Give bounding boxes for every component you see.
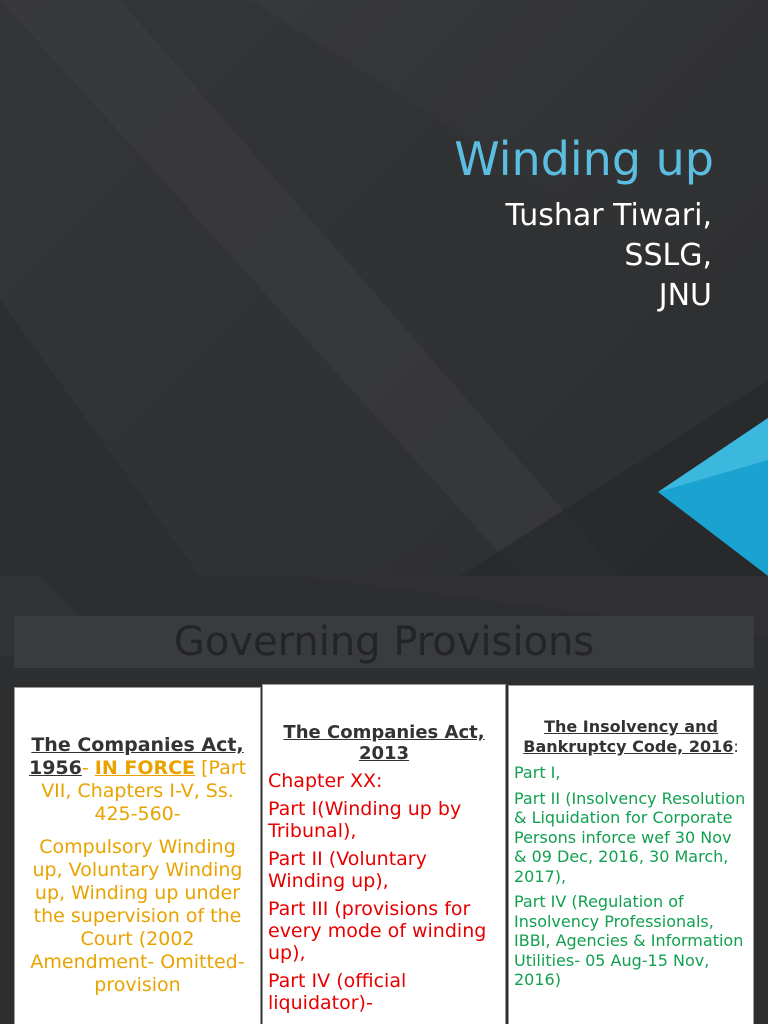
governing-provisions-slide bbox=[0, 576, 768, 1024]
list-item: Part II (Insolvency Resolution & Liquidation for Corporate Persons inforce wef 30 Nov & 09 Dec, 2016, 30 March, 2017), bbox=[514, 788, 746, 886]
companies-act-1956-column bbox=[14, 687, 261, 1024]
author-university: JNU bbox=[658, 278, 712, 313]
list-item: Part IV (official liquidator)- bbox=[268, 970, 407, 1014]
author-affiliation: SSLG, bbox=[624, 238, 712, 273]
slide-heading: Governing Provisions bbox=[173, 619, 595, 665]
slide-subtitle bbox=[505, 196, 712, 316]
slide-title: Winding up bbox=[454, 132, 714, 186]
ibc-2016-column bbox=[508, 685, 754, 1024]
list-item: Part III (provisions for every mode of winding up), bbox=[268, 898, 487, 964]
companies-act-2013-heading: The Companies Act, 2013 bbox=[283, 722, 485, 764]
ibc-2016-heading: The Insolvency and Bankruptcy Code, 2016: bbox=[523, 717, 739, 756]
companies-act-2013-column bbox=[262, 684, 506, 1024]
list-item: Part IV (Regulation of Insolvency Professionals, IBBI, Agencies & Information Utilities- 05 Aug-15 Nov, 2016) bbox=[514, 892, 744, 989]
act-details: [Part VII, Chapters I-V, Ss. 425-560- bbox=[41, 757, 247, 825]
list-item: Part II (Voluntary Winding up), bbox=[268, 848, 427, 892]
author-name: Tushar Tiwari, bbox=[505, 198, 712, 233]
companies-act-1956-heading: The Companies Act, 1956- IN FORCE [Part VII, Chapters I-V, Ss. 425-560- bbox=[28, 734, 247, 825]
list-item: Part I, bbox=[514, 763, 561, 782]
list-item: Chapter XX: bbox=[268, 770, 383, 792]
companies-act-1956-body: Compulsory Winding up, Voluntary Winding up, Winding up under the supervision of the Court (2002 Amendment- Omitted- provision bbox=[30, 836, 245, 996]
list-item: Part I(Winding up by Tribunal), bbox=[268, 798, 462, 842]
heading-bar bbox=[14, 616, 754, 668]
act-name: The Companies Act, 1956 bbox=[28, 734, 244, 779]
in-force-link[interactable]: IN FORCE bbox=[94, 757, 196, 779]
